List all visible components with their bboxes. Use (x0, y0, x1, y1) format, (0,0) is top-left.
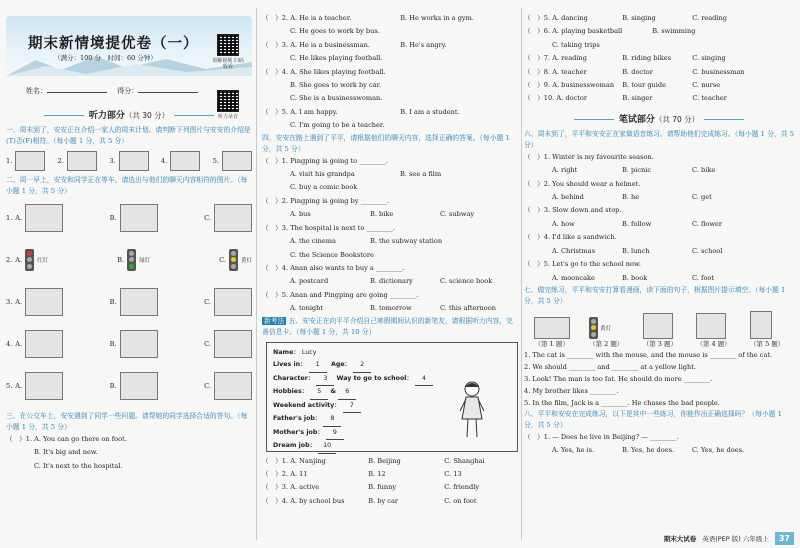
part5-questions: （ ）1. A. Nanjing B. Beijing C. Shanghai （ ）2. A. 11 B. 12 C. 13 （ ）3. A. active B. funny C. friendly （ ）4. A. by school bus B. by car C. on foot (262, 456, 485, 505)
picture-icon (25, 372, 63, 400)
picture-icon (120, 330, 158, 358)
column-left (6, 12, 252, 542)
picture-icon (25, 330, 63, 358)
part2-instructions: 二、周一早上，安安和同学正在等车。请选出与他们的聊天内容相符的图片。（每小题 1 分，共 5 分） (6, 176, 248, 195)
name-field[interactable] (47, 87, 107, 93)
question: （ ）1. — Does he live in Beijing? — ________. (524, 432, 679, 441)
traffic-light-icon (589, 317, 598, 339)
picture-icon (120, 372, 158, 400)
picture-icon (120, 288, 158, 316)
part1-instructions: 一、周末到了，安安正在介绍一家人的周末计划。请判断下列图片与安安的介绍是(T)否(F)相符。（每小题 1 分，共 5 分） (6, 126, 251, 145)
score-field[interactable] (138, 87, 198, 93)
girl-illustration-icon (457, 379, 487, 441)
column-right: （ ）5. A. dancing B. singing C. reading （ ）6. A. playing basketball B. swimming C. taking trips （ ）7. A. reading B. riding bikes C. singing （ ）8. A. teacher B. doctor C. businessman （ ）9. A. businesswoman B. tour guide C. nurse （ ）10. A. doctor B. singer C. teacher 笔试部分（共 70 分） 六、周末到了，平平和安安正在家做语音练习。请帮助他们完成练习。（每小题 1 分，共 5 分） （ ）1. Winter is my favourite season. A. right B. picnic C. bike （ ）2. You should wear a helmet. A. behind B. he C. get （ ）3. Slow down and stop. A. how B. follow C. flower （ ）4. I'd like a sandwich. A. Christmas B. lunch C. school （ ）5. Let's go to the school now. A. mooncake B. book C. foot 七、做完练习，平平和安安打算看漫画，读下面的句子，根据图片提示填空。（每小题 1 分，共 5 分） （第 1 题） 黄灯 （第 2 题） （第 3 题） （第 4 题） （第 5 题） 1. The cat is ________ with the mouse, and the mouse is ________ of the cat. 2. We should ________ and ________ at a yellow light. 3. Look! The man is too fat. He should do more ________. 4. My brother likes ________. 5. In the film, Jack is a ________. He chases the bad people. 八、平平和安安在完成练习，以下是其中一些练习，你能作出正确选择吗？（每小题 1 分，共 5 分） （ ）1. — Does he live in Beijing? — ________. A. Yes, he is. B. Yes, he does. C. Yes, he does. (524, 14, 794, 455)
traffic-light-icon (229, 249, 238, 271)
qr-code-icon (217, 34, 239, 56)
museum-picture-icon (25, 204, 63, 232)
score-label: 得分： (117, 87, 139, 95)
part6-instructions: 六、周末到了，平平和安安正在家做语音练习。请帮助他们完成练习。（每小题 1 分，共 5 分） (524, 129, 794, 149)
picture-icon (15, 151, 45, 171)
part7-sentences: 1. The cat is ________ with the mouse, and the mouse is ________ of the cat. 2. We should ________ and ________ at a yellow light. 3. Look! The man is too fat. He should do more ________. 4. My brother likes ________. 5. In the film, Jack is a ________. He chases the bad people. (524, 350, 773, 407)
page-footer (664, 532, 794, 545)
picture-icon (222, 151, 252, 171)
house-picture-icon (214, 204, 252, 232)
part1-item: 3. (109, 151, 148, 171)
part3-continued: （ ）2. A. He is a teacher. B. He works in a gym. C. He goes to work by bus. （ ）3. A. He is a businessman. B. He's angry. C. He likes playing football. （ ）4. A. She likes playing football. B. She goes to work by car. C. She is a businesswoman. （ ）5. A. I am happy. B. I am a student. C. I'm going to be a teacher. (262, 14, 474, 130)
picture-icon (25, 288, 63, 316)
part3-instructions: 三、在公交车上，安安遇到了同学一些问题。请帮她的同学选择合适的答句。（每小题 1 分，共 5 分） (6, 412, 248, 431)
exam-title: 期末新情境提优卷（一） (28, 36, 199, 52)
question: （ ）1. A. You can go there on foot. (6, 435, 127, 443)
column-middle (262, 12, 518, 542)
column-divider (256, 8, 257, 540)
info-card: Name： Lucy Lives in： 1 Age： 2 Character： 3 Way to go to school： 4 Hobbies： 5 & 6 Weekend activity： 7 Father's job： 8 Mother's job： 9 Dream job： 10 (266, 342, 518, 452)
part4-instructions: 四、安安在路上遇到了平平，请根据他们的聊天内容，选择正确的答案。（每小题 1 分，共 5 分） (262, 133, 510, 153)
bus-picture-icon (120, 204, 158, 232)
fat-man-picture-icon (643, 313, 673, 339)
part6-questions: （ ）1. Winter is my favourite season. A. right B. picnic C. bike （ ）2. You should wear a helmet. A. behind B. he C. get （ ）3. Slow down and stop. A. how B. follow C. flower （ ）4. I'd like a sandwich. A. Christmas B. lunch C. school （ ）5. Let's go to the school now. A. mooncake B. book C. foot (524, 152, 723, 282)
picture-icon (214, 330, 252, 358)
name-label: 姓名： (26, 87, 47, 95)
exam-subtitle: （满分：100 分 时间：60 分钟） (54, 54, 157, 62)
part8-instructions: 八、平平和安安在完成练习，以下是其中一些练习，你能作出正确选择吗？（每小题 1 分，共 5 分） (524, 409, 782, 429)
reading-boy-picture-icon (696, 313, 726, 339)
footer-brand: 期末大试卷 (663, 535, 697, 543)
option: B. It's big and new. (34, 448, 98, 457)
traffic-light-icon (25, 249, 34, 271)
part7-pictures: （第 1 题） 黄灯 （第 2 题） （第 3 题） （第 4 题） （第 5 题） (524, 309, 794, 349)
part2-row: 4. A. B. C. (6, 323, 252, 365)
cat-mouse-picture-icon (534, 317, 570, 339)
part2-row: 2. A. 红灯 B. 绿灯 C. 黄灯 (6, 239, 252, 281)
section-title-written: 笔试部分（共 70 分） (524, 112, 794, 125)
part2-row: 5. A. B. C. (6, 365, 252, 407)
picture-icon (214, 372, 252, 400)
column-divider (521, 8, 522, 540)
part1-pictures (6, 147, 252, 175)
part2-row: 1. A. B. C. (6, 197, 252, 239)
picture-icon (67, 151, 97, 171)
policeman-picture-icon (750, 311, 772, 339)
part5-continued: （ ）5. A. dancing B. singing C. reading （ ）6. A. playing basketball B. swimming C. taking trips （ ）7. A. reading B. riding bikes C. singing （ ）8. A. teacher B. doctor C. businessman （ ）9. A. businesswoman B. tour guide C. nurse （ ）10. A. doctor B. singer C. teacher (524, 14, 745, 103)
part2-row: 3. A. B. C. (6, 281, 252, 323)
new-method-tag: 新考法 (264, 316, 285, 325)
picture-icon (170, 151, 200, 171)
part4-questions: （ ）1. Pingping is going to ________. A. visit his grandpa B. see a film C. buy a comic book （ ）2. Pingping is going by ________. A. bus B. bike C. subway （ ）3. The hospital is next to ________. A. the cinema B. the subway station C. the Science Bookstore （ ）4. Anan also wants to buy a ________. A. postcard B. dictionary C. science book （ ）5. Anan and Pingping are going ________. A. tonight B. tomorrow C. this afternoon (262, 156, 496, 313)
traffic-light-icon (127, 249, 136, 271)
part1-item: 4. (161, 151, 200, 171)
train-picture-icon (119, 151, 149, 171)
page-number: 37 (775, 532, 794, 545)
footer-info: 英语(PEP 版) 六年级上 (702, 535, 769, 543)
part1-item: 2. (58, 151, 97, 171)
qr-label: 讲解视频 扫码收看 (212, 58, 244, 70)
qr-label-listening: 听力录音 (217, 114, 238, 120)
exam-header (6, 16, 252, 76)
part7-instructions: 七、做完练习，平平和安安打算看漫画，读下面的句子，根据图片提示填空。（每小题 1 分，共 5 分） (524, 285, 786, 305)
picture-icon (214, 288, 252, 316)
part5-instructions: 新考法 五、安安正在向平平介绍自己寒假期间认识的新笔友，请根据听力内容，完善信息卡。（每小题 1 分，共 10 分） (262, 316, 513, 336)
option: C. It's next to the hospital. (34, 461, 123, 470)
section-title-listening: 听力部分（共 30 分） (6, 108, 252, 121)
part1-item: 5. (213, 151, 252, 171)
part1-item: 1. (6, 151, 45, 171)
